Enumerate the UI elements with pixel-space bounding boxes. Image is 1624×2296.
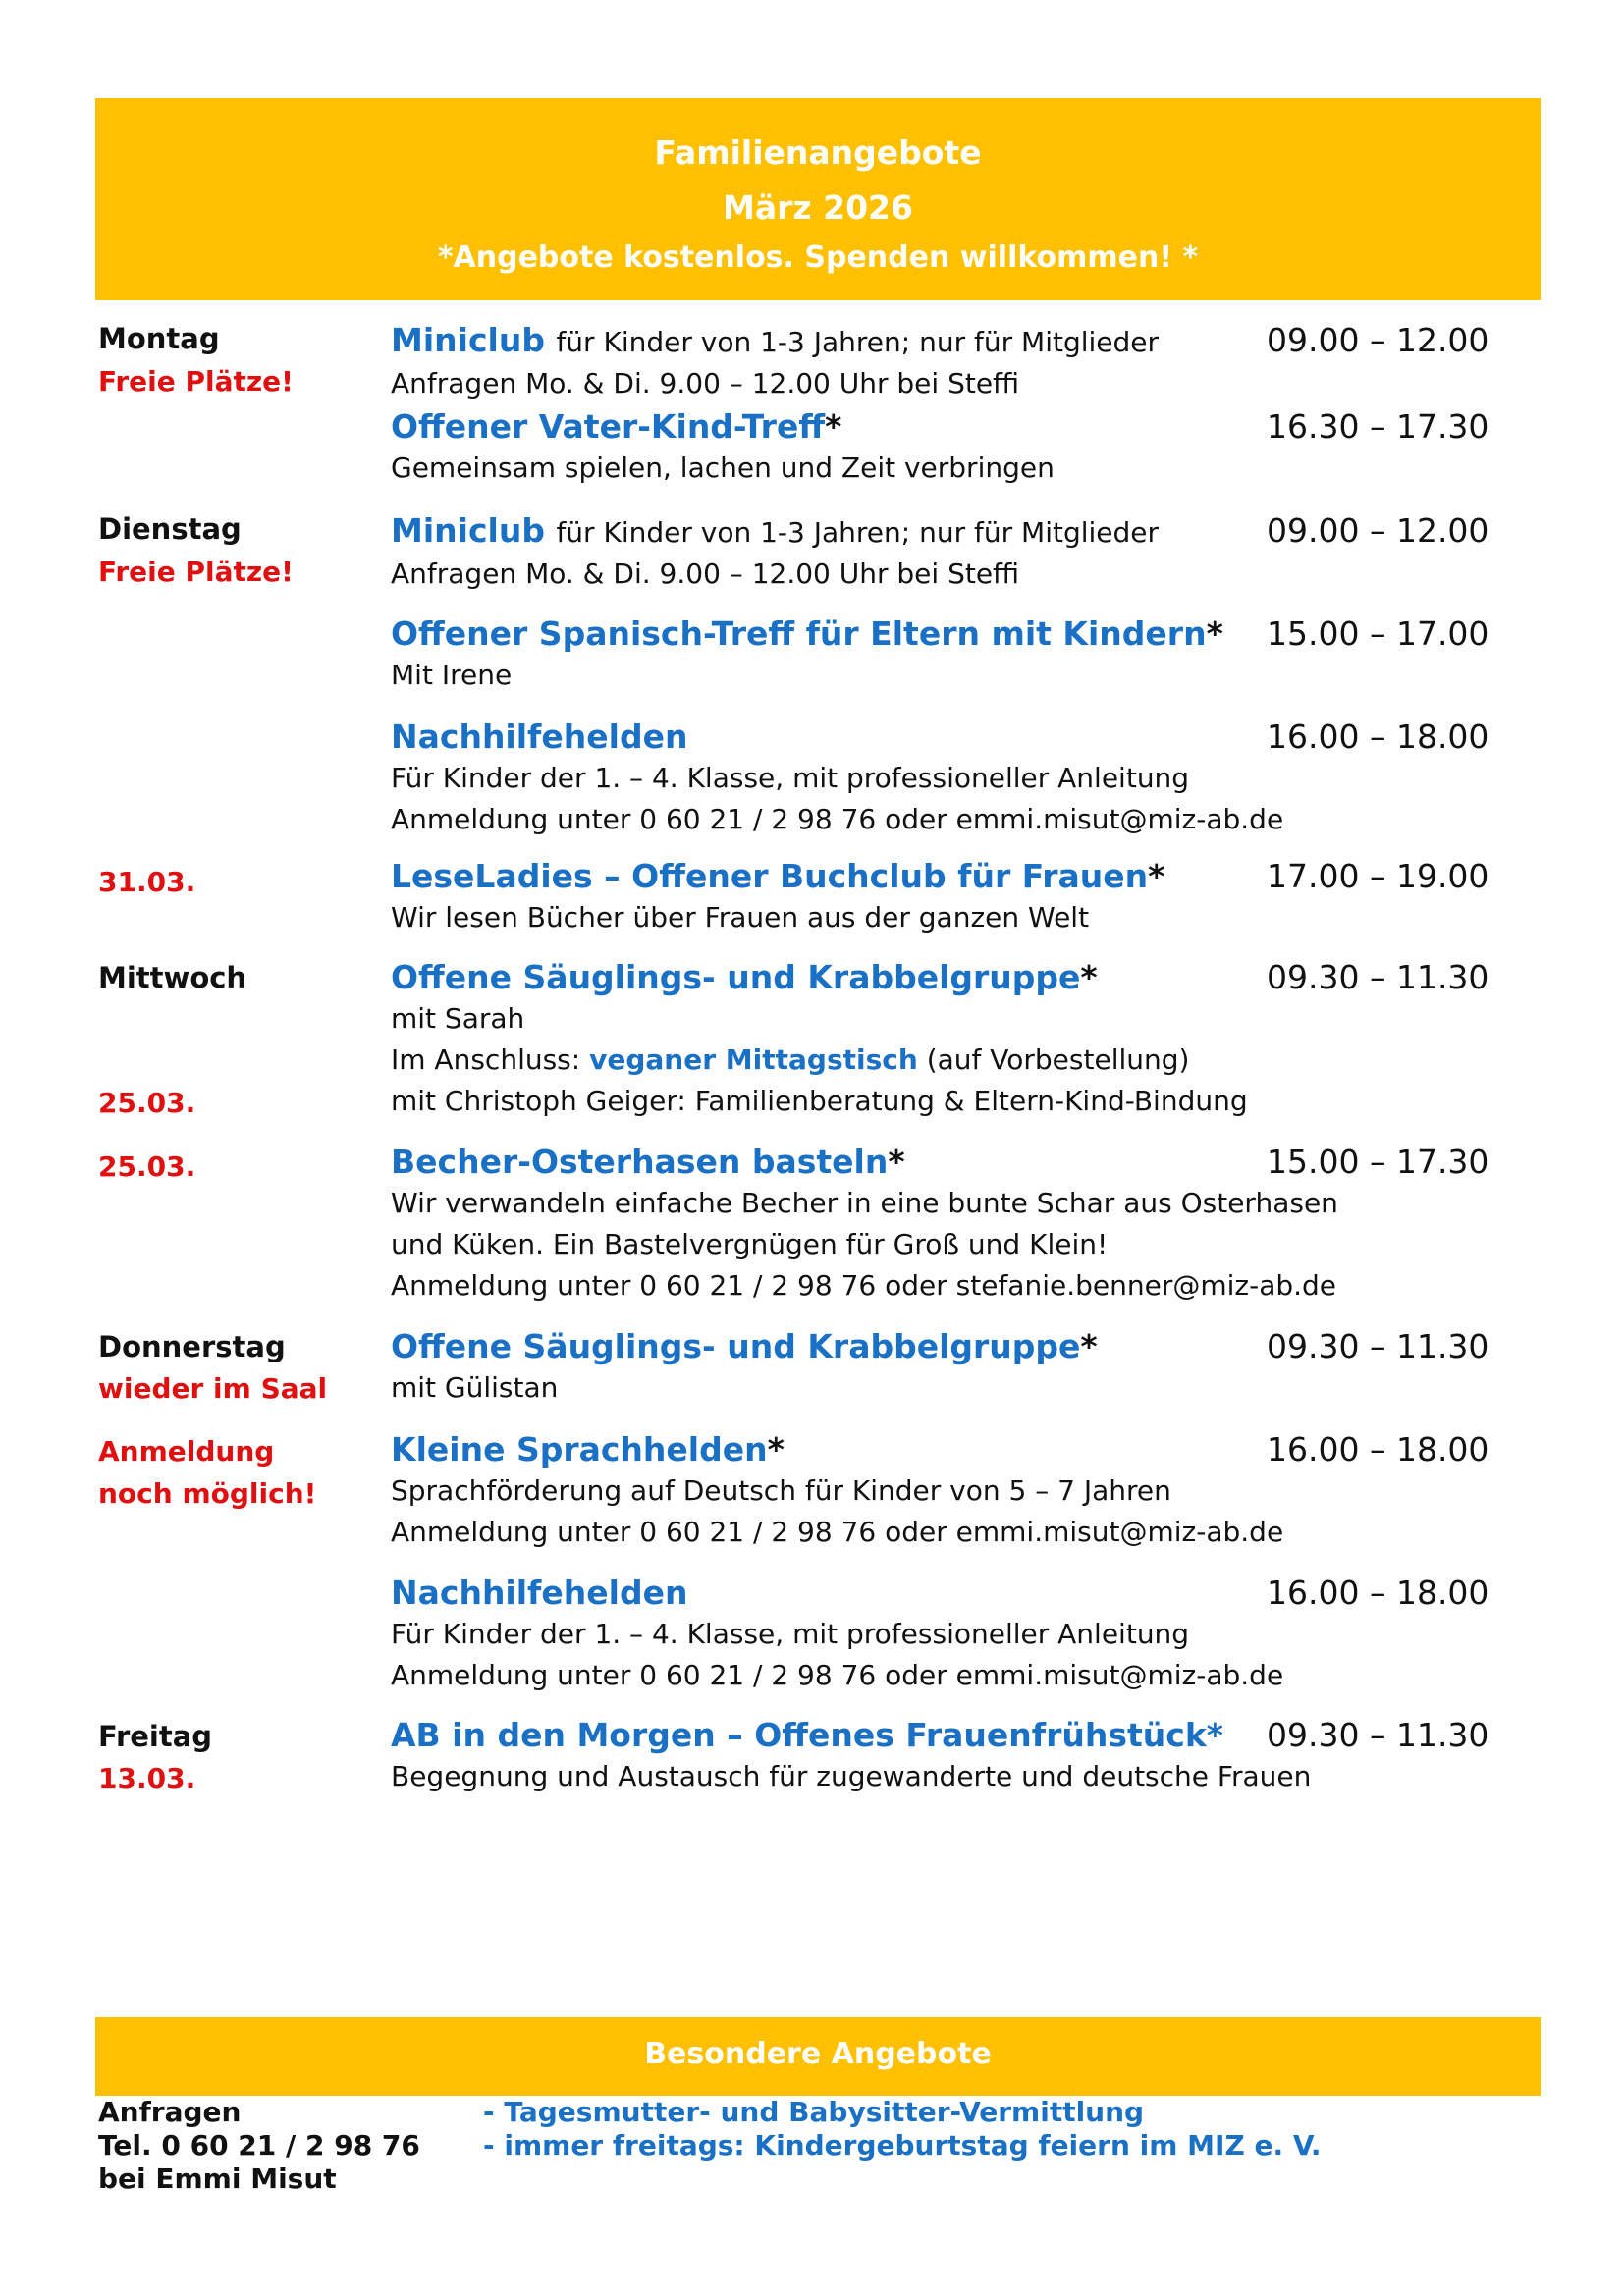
activity-donnerstag-nachhilfe xyxy=(391,1573,1284,1696)
day-label-dienstag: Dienstag xyxy=(98,512,242,546)
activity-desc: Anmeldung unter 0 60 21 / 2 98 76 oder emmi.misut@miz-ab.de xyxy=(391,1516,1284,1548)
activity-title-suffix: für Kinder von 1-3 Jahren; nur für Mitglieder xyxy=(556,516,1160,549)
time-montag-1: 09.00 – 12.00 xyxy=(1267,321,1489,359)
activity-desc: mit Sarah xyxy=(391,1002,525,1035)
note-anmeldung: Anmeldung xyxy=(98,1435,275,1468)
activity-title-suffix: für Kinder von 1-3 Jahren; nur für Mitglieder xyxy=(556,326,1160,358)
asterisk: * xyxy=(767,1430,785,1468)
activity-dienstag-leseladies xyxy=(391,856,1255,938)
time-dienstag-2: 15.00 – 17.00 xyxy=(1267,614,1489,653)
contact-block xyxy=(98,2096,420,2196)
activity-desc: Mit Irene xyxy=(391,659,513,691)
activity-desc: Für Kinder der 1. – 4. Klasse, mit professioneller Anleitung xyxy=(391,1618,1190,1650)
activity-montag-miniclub xyxy=(391,320,1255,404)
time-dienstag-4: 17.00 – 19.00 xyxy=(1267,857,1489,895)
note-donnerstag: wieder im Saal xyxy=(98,1372,328,1405)
activity-title: Offener Spanisch-Treff für Eltern mit Kindern xyxy=(391,614,1207,653)
activity-desc: Wir verwandeln einfache Becher in eine bunte Schar aus Osterhasen xyxy=(391,1187,1338,1219)
time-montag-2: 16.30 – 17.30 xyxy=(1267,407,1489,446)
activity-title: Miniclub xyxy=(391,321,545,359)
note-freitag: 13.03. xyxy=(98,1762,196,1794)
contact-line: Tel. 0 60 21 / 2 98 76 xyxy=(98,2129,420,2162)
activity-desc: Sprachförderung auf Deutsch für Kinder von 5 – 7 Jahren xyxy=(391,1474,1171,1507)
activity-desc: Begegnung und Austausch für zugewanderte und deutsche Frauen xyxy=(391,1760,1312,1792)
time-mittwoch-1: 09.30 – 11.30 xyxy=(1267,958,1489,996)
note-montag: Freie Plätze! xyxy=(98,365,294,398)
page-subtitle: *Angebote kostenlos. Spenden willkommen! * xyxy=(437,240,1199,275)
activity-desc: Anfragen Mo. & Di. 9.00 – 12.00 Uhr bei Steffi xyxy=(391,558,1020,590)
special-banner xyxy=(95,2017,1541,2096)
page-title: Familienangebote xyxy=(654,133,982,172)
activity-mittwoch-becher xyxy=(391,1142,1338,1307)
day-label-freitag: Freitag xyxy=(98,1720,213,1753)
time-donnerstag-2: 16.00 – 18.00 xyxy=(1267,1430,1489,1468)
activity-desc: Anmeldung unter 0 60 21 / 2 98 76 oder emmi.misut@miz-ab.de xyxy=(391,803,1284,835)
activity-desc: mit Christoph Geiger: Familienberatung & Eltern-Kind-Bindung xyxy=(391,1085,1248,1117)
activity-title: Miniclub xyxy=(391,511,545,550)
day-label-mittwoch: Mittwoch xyxy=(98,961,247,994)
time-donnerstag-1: 09.30 – 11.30 xyxy=(1267,1327,1489,1365)
special-list xyxy=(483,2096,1322,2163)
header-banner xyxy=(95,98,1541,300)
activity-donnerstag-krabbel xyxy=(391,1326,1255,1409)
asterisk: * xyxy=(825,407,842,446)
activity-desc: Gemeinsam spielen, lachen und Zeit verbringen xyxy=(391,452,1055,484)
date-beratung: 25.03. xyxy=(98,1087,196,1119)
activity-montag-vater-kind xyxy=(391,406,1255,489)
asterisk: * xyxy=(1080,958,1098,996)
day-label-donnerstag: Donnerstag xyxy=(98,1330,286,1363)
asterisk: * xyxy=(1206,614,1223,653)
activity-desc: Anmeldung unter 0 60 21 / 2 98 76 oder emmi.misut@miz-ab.de xyxy=(391,1659,1284,1691)
activity-title: Nachhilfehelden xyxy=(391,1574,688,1612)
asterisk: * xyxy=(1148,857,1165,895)
page-month: März 2026 xyxy=(723,188,913,227)
note-dienstag: Freie Plätze! xyxy=(98,556,294,588)
activity-dienstag-nachhilfe xyxy=(391,717,1284,840)
activity-title: Offene Säuglings- und Krabbelgruppe xyxy=(391,1327,1081,1365)
date-becher: 25.03. xyxy=(98,1150,196,1183)
day-label-montag: Montag xyxy=(98,322,220,355)
time-mittwoch-2: 15.00 – 17.30 xyxy=(1267,1143,1489,1181)
time-donnerstag-3: 16.00 – 18.00 xyxy=(1267,1574,1489,1612)
note-noch-moeglich: noch möglich! xyxy=(98,1477,317,1510)
activity-title: Kleine Sprachhelden xyxy=(391,1430,768,1468)
activity-title: Offener Vater-Kind-Treff xyxy=(391,407,826,446)
special-item: - immer freitags: Kindergeburtstag feiern im MIZ e. V. xyxy=(483,2129,1322,2162)
activity-title: Nachhilfehelden xyxy=(391,718,688,756)
activity-freitag-fruehstueck xyxy=(391,1715,1312,1797)
activity-dienstag-spanisch xyxy=(391,614,1255,696)
activity-donnerstag-sprachhelden xyxy=(391,1429,1284,1553)
special-item: - Tagesmutter- und Babysitter-Vermittlung xyxy=(483,2096,1145,2128)
activity-title: LeseLadies – Offener Buchclub für Frauen xyxy=(391,857,1149,895)
activity-desc: und Küken. Ein Bastelvergnügen für Groß und Klein! xyxy=(391,1228,1109,1260)
activity-desc: Anfragen Mo. & Di. 9.00 – 12.00 Uhr bei Steffi xyxy=(391,367,1020,400)
activity-desc: Für Kinder der 1. – 4. Klasse, mit professioneller Anleitung xyxy=(391,762,1190,794)
contact-line: bei Emmi Misut xyxy=(98,2163,337,2195)
desc-prefix: Im Anschluss: xyxy=(391,1043,581,1076)
contact-line: Anfragen xyxy=(98,2096,242,2128)
activity-desc-mittagstisch xyxy=(391,1040,1255,1081)
activity-title: Becher-Osterhasen basteln xyxy=(391,1143,889,1181)
asterisk: * xyxy=(1080,1327,1098,1365)
desc-highlight: veganer Mittagstisch xyxy=(589,1043,918,1076)
activity-title: Offene Säuglings- und Krabbelgruppe xyxy=(391,958,1081,996)
activity-desc: mit Gülistan xyxy=(391,1371,559,1404)
activity-dienstag-miniclub xyxy=(391,510,1255,595)
time-dienstag-1: 09.00 – 12.00 xyxy=(1267,511,1489,550)
activity-desc: Wir lesen Bücher über Frauen aus der ganzen Welt xyxy=(391,901,1090,934)
desc-suffix: (auf Vorbestellung) xyxy=(926,1043,1190,1076)
special-title: Besondere Angebote xyxy=(644,2037,992,2071)
date-leseladies: 31.03. xyxy=(98,866,196,898)
activity-desc: Anmeldung unter 0 60 21 / 2 98 76 oder stefanie.benner@miz-ab.de xyxy=(391,1269,1337,1302)
activity-title: AB in den Morgen – Offenes Frauenfrühstück* xyxy=(391,1716,1224,1754)
activity-mittwoch-krabbel xyxy=(391,957,1255,1122)
time-freitag-1: 09.30 – 11.30 xyxy=(1267,1716,1489,1754)
time-dienstag-3: 16.00 – 18.00 xyxy=(1267,718,1489,756)
asterisk: * xyxy=(888,1143,905,1181)
